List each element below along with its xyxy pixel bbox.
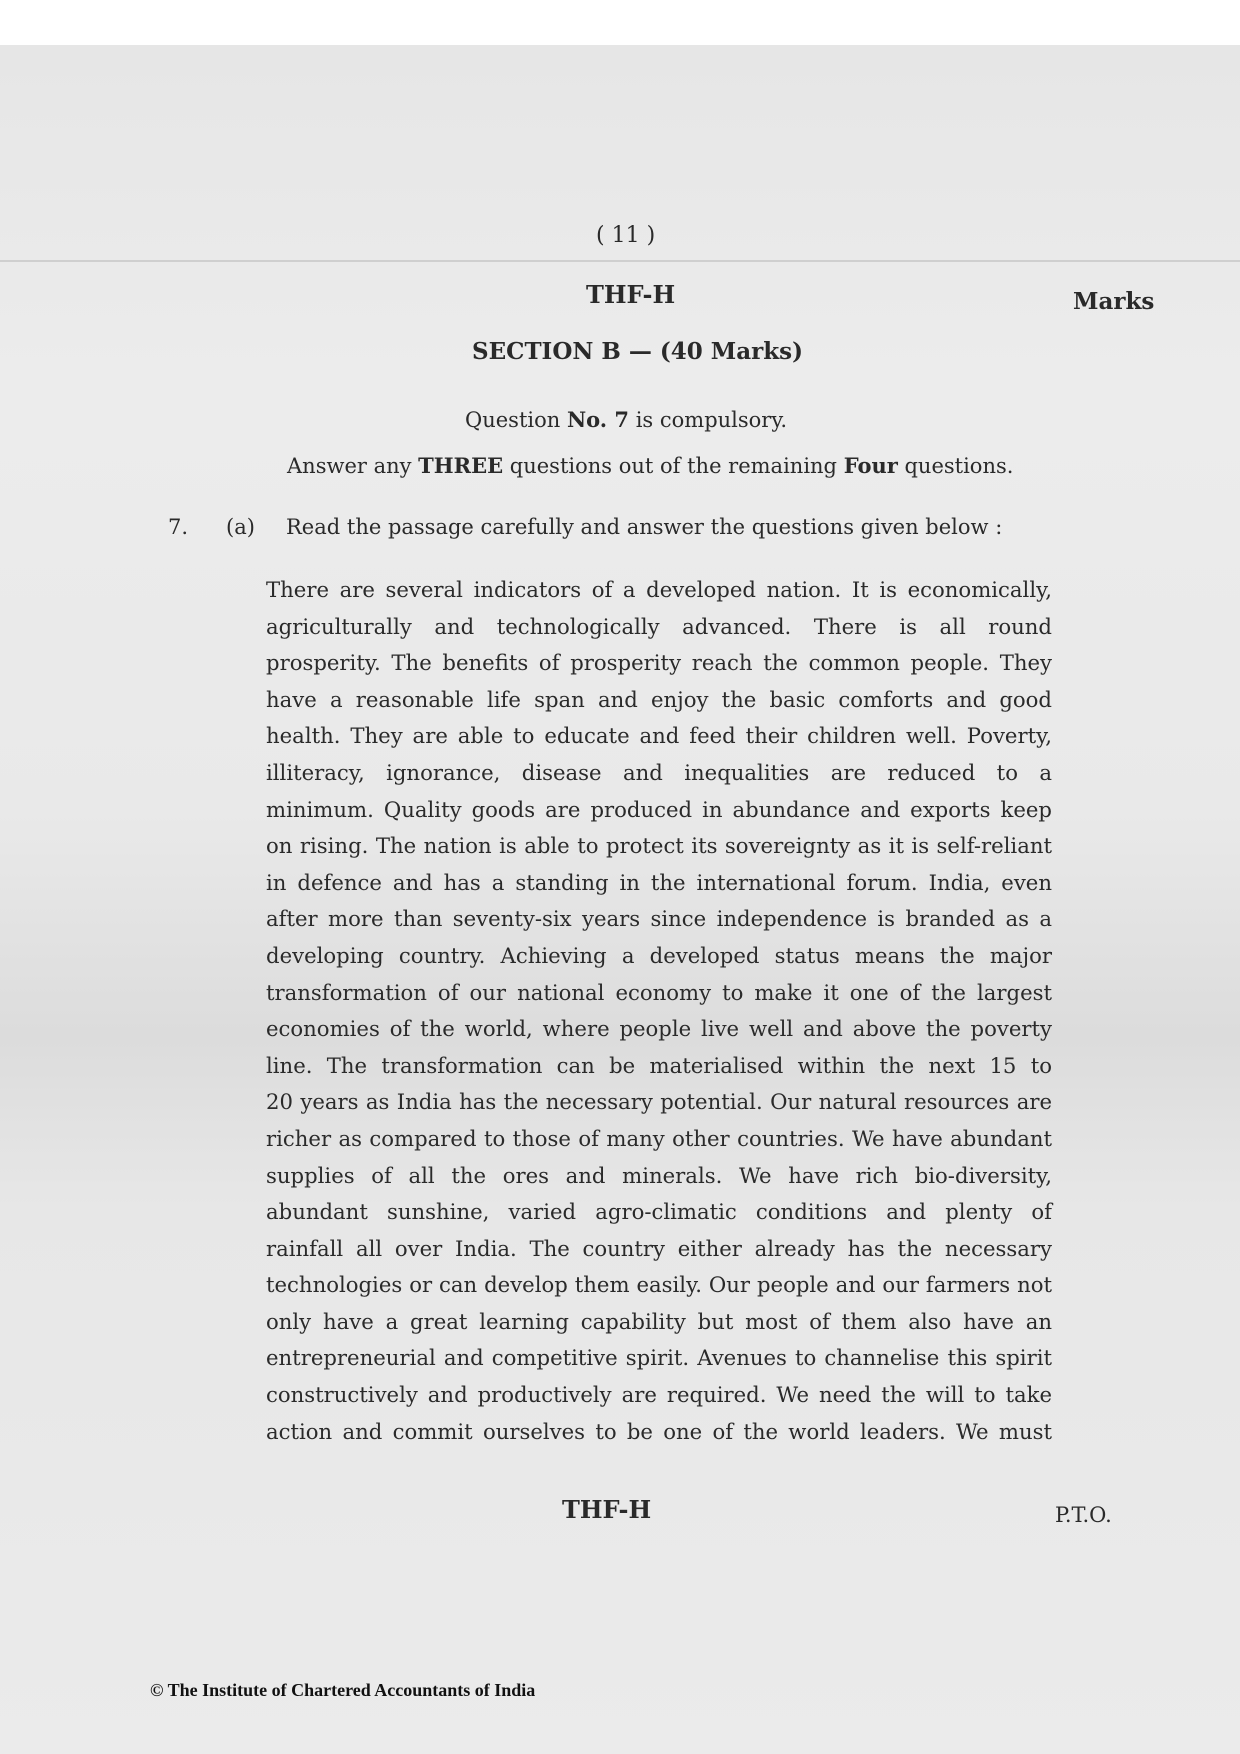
page-number: ( 11 ) (596, 223, 656, 248)
compulsory-prefix: Question (465, 408, 567, 432)
passage-line: technologies or can develop them easily. Our people and our farmers not (266, 1272, 1052, 1298)
passage-line: developing country. Achieving a developed status means the major (266, 942, 1052, 968)
instruction-part-3: questions. (897, 454, 1014, 478)
question-part: (a) (226, 515, 255, 539)
question-number: 7. (168, 515, 189, 539)
question-prompt: Read the passage carefully and answer the questions given below : (286, 515, 1003, 539)
passage-line: after more than seventy-six years since independence is branded as a (266, 906, 1052, 932)
passage-line: richer as compared to those of many other countries. We have abundant (266, 1125, 1052, 1151)
passage-line: prosperity. The benefits of prosperity reach the common people. They (266, 650, 1052, 676)
please-turn-over: P.T.O. (1055, 1503, 1112, 1527)
passage-line: agriculturally and technologically advanced. There is all round (266, 613, 1052, 639)
copyright-notice: © The Institute of Chartered Accountants of India (150, 1680, 536, 1700)
passage-line: health. They are able to educate and feed their children well. Poverty, (266, 723, 1052, 749)
passage-line: 20 years as India has the necessary potential. Our natural resources are (266, 1089, 1052, 1115)
marks-column-header: Marks (1073, 288, 1155, 315)
passage (266, 572, 1052, 1450)
passage-line: line. The transformation can be materialised within the next 15 to (266, 1052, 1052, 1078)
compulsory-note (465, 407, 787, 432)
passage-line: on rising. The nation is able to protect its sovereignty as it is self-reliant (266, 833, 1052, 859)
passage-line: action and commit ourselves to be one of the world leaders. We must (266, 1418, 1052, 1444)
compulsory-suffix: is compulsory. (629, 408, 788, 432)
passage-line: only have a great learning capability but most of them also have an (266, 1308, 1052, 1334)
paper-code-bottom: THF-H (562, 1495, 652, 1524)
passage-line: entrepreneurial and competitive spirit. Avenues to channelise this spirit (266, 1345, 1052, 1371)
passage-line: supplies of all the ores and minerals. We have rich bio-diversity, (266, 1162, 1052, 1188)
instruction-four: Four (843, 453, 898, 478)
passage-line: There are several indicators of a developed nation. It is economically, (266, 577, 1052, 602)
paper-code-top: THF-H (586, 280, 676, 309)
compulsory-question-number: No. 7 (566, 407, 630, 432)
instruction-part-2: questions out of the remaining (503, 454, 844, 478)
section-heading: SECTION B — (40 Marks) (472, 338, 803, 365)
passage-line: have a reasonable life span and enjoy the basic comforts and good (266, 686, 1052, 712)
passage-line: transformation of our national economy to make it one of the largest (266, 979, 1052, 1005)
passage-line: minimum. Quality goods are produced in abundance and exports keep (266, 796, 1052, 822)
passage-line: illiteracy, ignorance, disease and inequalities are reduced to a (266, 759, 1052, 785)
page-fold-line (0, 260, 1240, 262)
instruction-part-1: Answer any (287, 454, 419, 478)
passage-line: constructively and productively are required. We need the will to take (266, 1382, 1052, 1408)
passage-line: economies of the world, where people live well and above the poverty (266, 1016, 1052, 1042)
passage-line: abundant sunshine, varied agro-climatic conditions and plenty of (266, 1199, 1052, 1225)
instruction-three: THREE (418, 453, 504, 478)
answer-instruction (287, 453, 1013, 478)
passage-line: rainfall all over India. The country either already has the necessary (266, 1235, 1052, 1261)
passage-line: in defence and has a standing in the international forum. India, even (266, 869, 1052, 895)
